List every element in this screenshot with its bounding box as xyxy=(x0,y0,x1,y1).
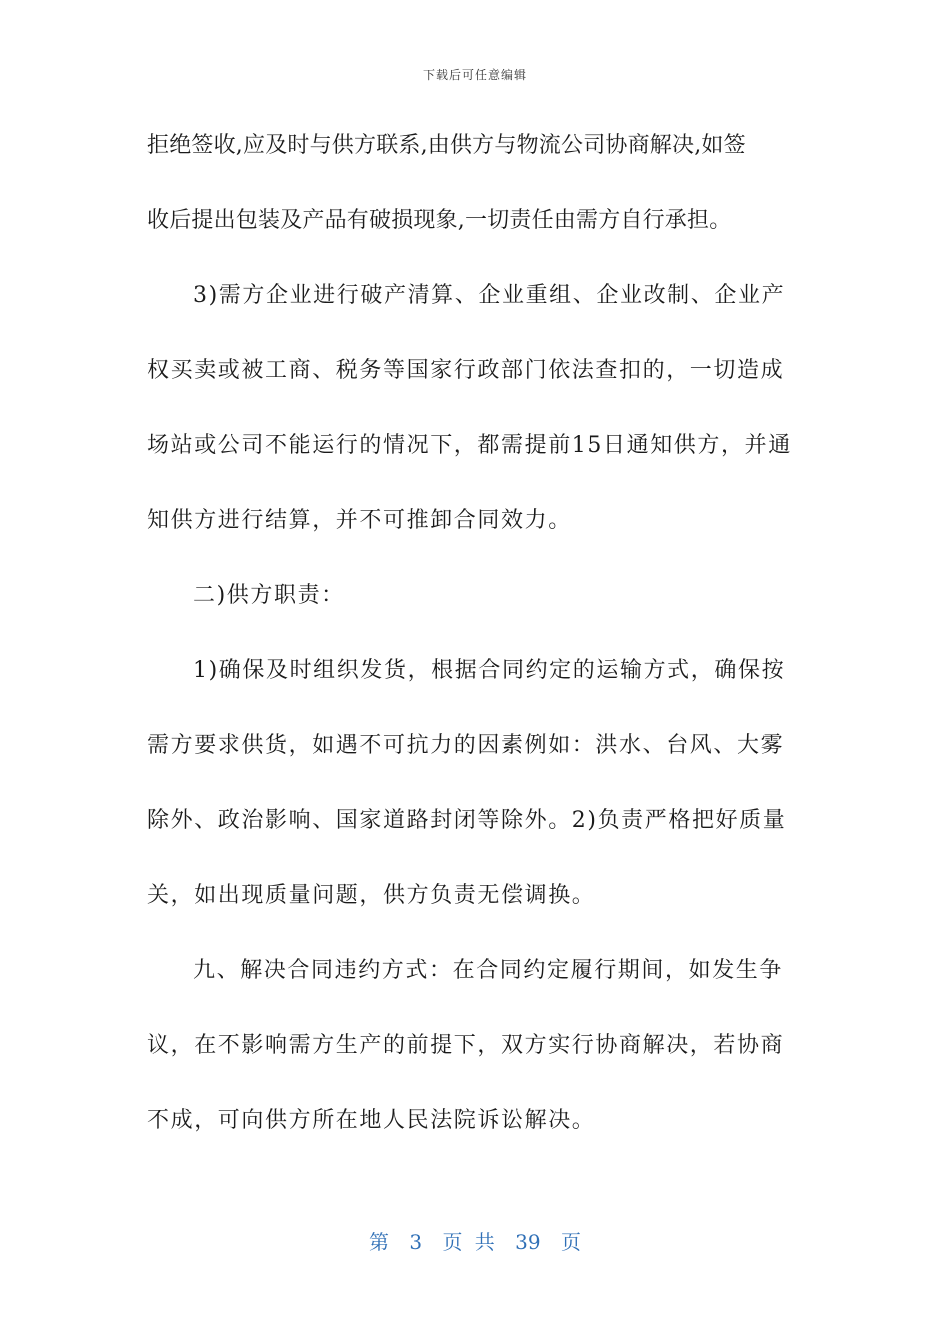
footer-prefix: 第 xyxy=(369,1230,389,1254)
total-page-count: 39 xyxy=(515,1230,541,1254)
current-page-number: 3 xyxy=(409,1230,423,1254)
paragraph-line: 3)需方企业进行破产清算、企业重组、企业改制、企业产 xyxy=(193,283,786,308)
paragraph-line: 拒绝签收,应及时与供方联系,由供方与物流公司协商解决,如签 xyxy=(147,133,746,158)
paragraph-line: 除外、政治影响、国家道路封闭等除外。2)负责严格把好质量 xyxy=(147,808,787,833)
footer-mid: 页 共 xyxy=(442,1230,495,1254)
header-note: 下载后可任意编辑 xyxy=(422,68,527,82)
paragraph-line: 议，在不影响需方生产的前提下，双方实行协商解决，若协商 xyxy=(147,1033,785,1058)
paragraph-line: 不成，可向供方所在地人民法院诉讼解决。 xyxy=(147,1108,596,1133)
document-body xyxy=(147,122,807,1172)
footer-suffix: 页 xyxy=(560,1230,581,1254)
page-footer xyxy=(0,1226,950,1255)
paragraph-line: 场站或公司不能运行的情况下，都需提前15日通知供方，并通 xyxy=(147,433,792,458)
paragraph-line: 收后提出包装及产品有破损现象,一切责任由需方自行承担。 xyxy=(147,208,732,233)
paragraph-line: 1)确保及时组织发货，根据合同约定的运输方式，确保按 xyxy=(193,658,786,683)
paragraph-line: 需方要求供货，如遇不可抗力的因素例如：洪水、台风、大雾 xyxy=(147,733,785,758)
paragraph-line: 关，如出现质量问题，供方负责无偿调换。 xyxy=(147,883,596,908)
paragraph-line: 权买卖或被工商、税务等国家行政部门依法查扣的，一切造成 xyxy=(147,358,785,383)
paragraph-line: 知供方进行结算，并不可推卸合同效力。 xyxy=(147,508,572,533)
paragraph-line: 九、解决合同违约方式：在合同约定履行期间，如发生争 xyxy=(193,958,784,983)
section-heading: 二)供方职责： xyxy=(193,583,345,608)
